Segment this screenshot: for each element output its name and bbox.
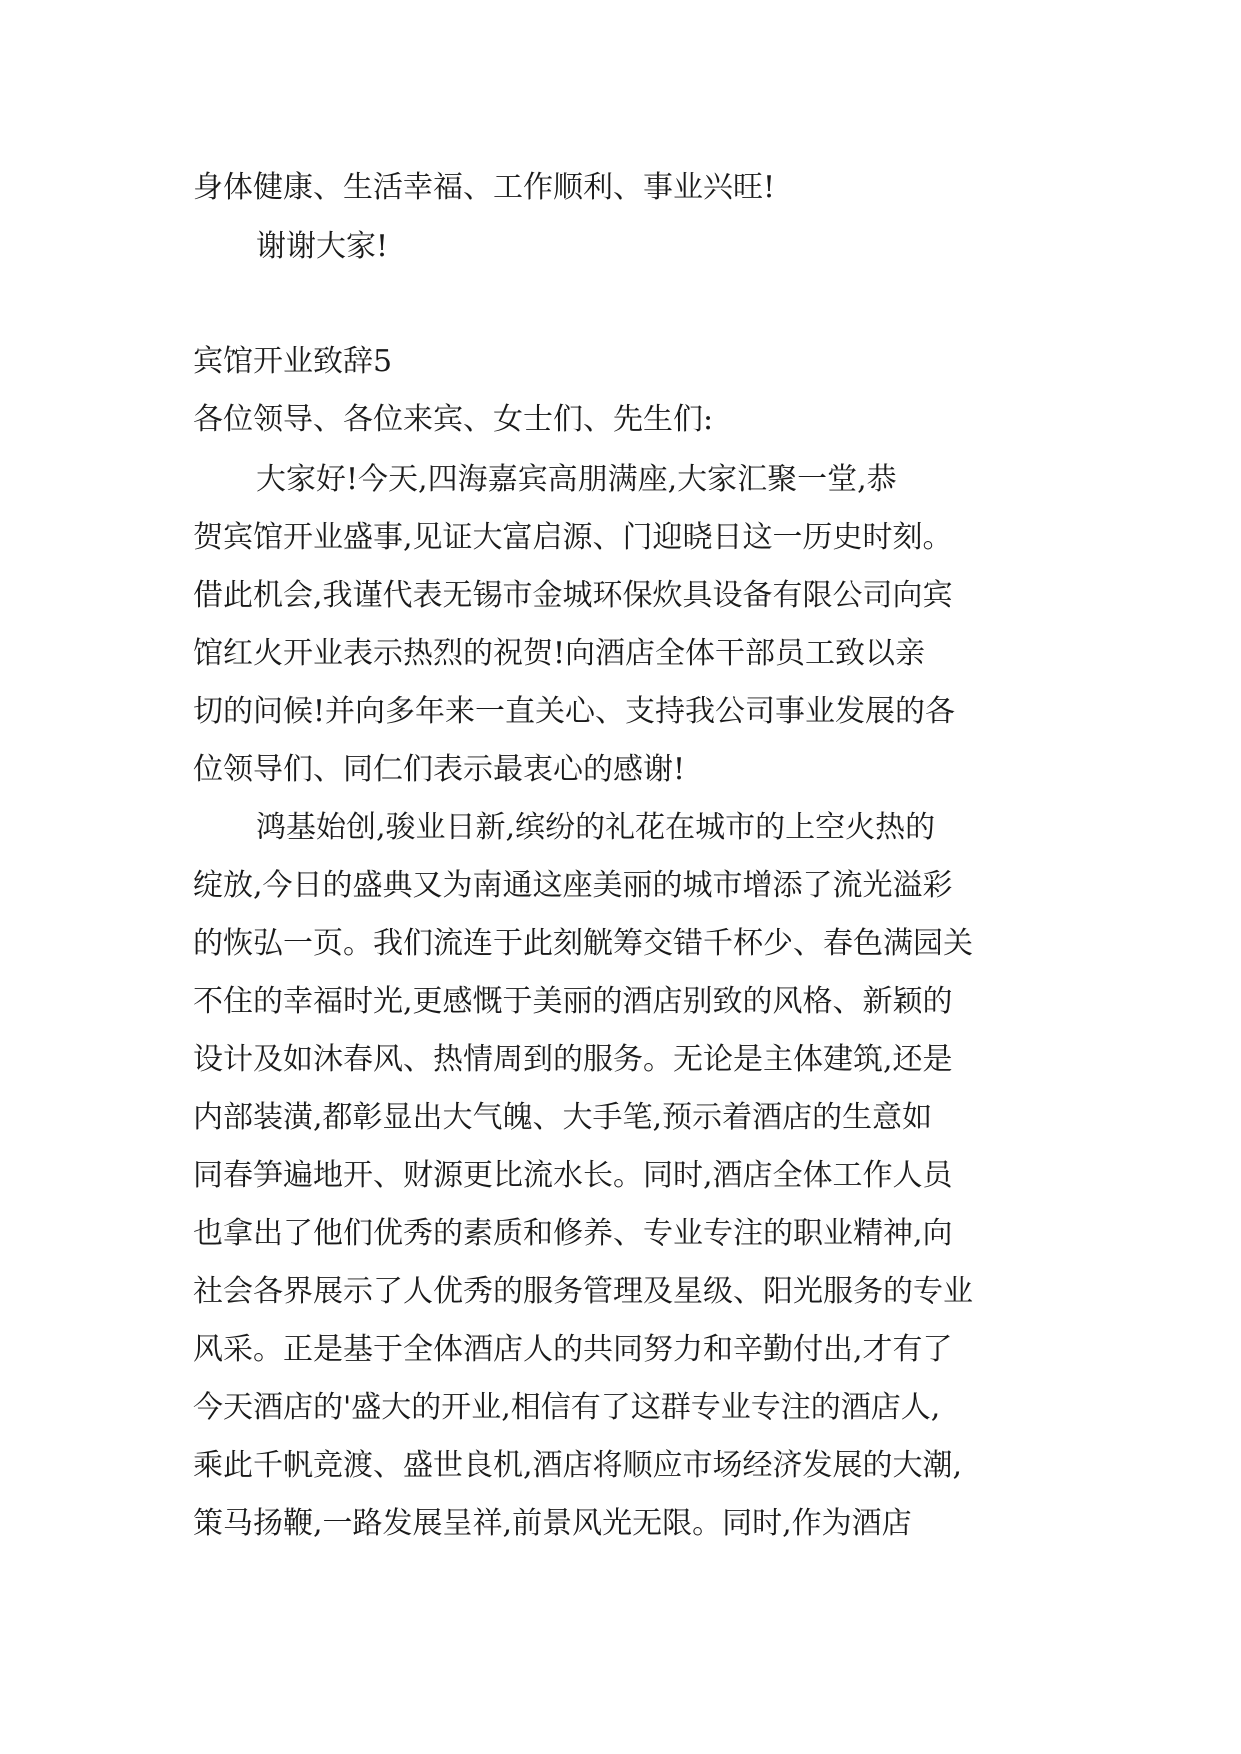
paragraph-line: 乘此千帆竞渡、盛世良机,酒店将顺应市场经济发展的大潮, xyxy=(193,1448,963,1483)
paragraph-line: 位领导们、同仁们表示最衷心的感谢! xyxy=(193,752,686,787)
paragraph-line: 不住的幸福时光,更感慨于美丽的酒店别致的风格、新颖的 xyxy=(193,984,953,1019)
paragraph-line: 借此机会,我谨代表无锡市金城环保炊具设备有限公司向宾 xyxy=(193,578,953,613)
paragraph-line: 内部装潢,都彰显出大气魄、大手笔,预示着酒店的生意如 xyxy=(193,1100,933,1135)
salutation: 各位领导、各位来宾、女士们、先生们: xyxy=(193,402,714,437)
paragraph-line: 鸿基始创,骏业日新,缤纷的礼花在城市的上空火热的 xyxy=(256,810,936,845)
paragraph-line: 贺宾馆开业盛事,见证大富启源、门迎晓日这一历史时刻。 xyxy=(193,520,953,555)
paragraph-line: 风采。正是基于全体酒店人的共同努力和辛勤付出,才有了 xyxy=(193,1332,953,1367)
paragraph-line: 设计及如沐春风、热情周到的服务。无论是主体建筑,还是 xyxy=(193,1042,953,1077)
paragraph-line: 身体健康、生活幸福、工作顺利、事业兴旺! xyxy=(193,170,776,205)
paragraph-line: 也拿出了他们优秀的素质和修养、专业专注的职业精神,向 xyxy=(193,1216,953,1251)
paragraph-line: 社会各界展示了人优秀的服务管理及星级、阳光服务的专业 xyxy=(193,1274,973,1309)
paragraph-line: 大家好!今天,四海嘉宾高朋满座,大家汇聚一堂,恭 xyxy=(256,462,897,497)
paragraph-line: 同春笋遍地开、财源更比流水长。同时,酒店全体工作人员 xyxy=(193,1158,953,1193)
paragraph-line: 绽放,今日的盛典又为南通这座美丽的城市增添了流光溢彩 xyxy=(193,868,953,903)
paragraph-line: 的恢弘一页。我们流连于此刻觥筹交错千杯少、春色满园关 xyxy=(193,926,973,961)
paragraph-line: 谢谢大家! xyxy=(256,229,389,264)
paragraph-line: 策马扬鞭,一路发展呈祥,前景风光无限。同时,作为酒店 xyxy=(193,1506,912,1541)
paragraph-line: 切的问候!并向多年来一直关心、支持我公司事业发展的各 xyxy=(193,694,956,729)
section-title: 宾馆开业致辞5 xyxy=(193,344,393,379)
paragraph-line: 馆红火开业表示热烈的祝贺!向酒店全体干部员工致以亲 xyxy=(193,636,926,671)
paragraph-line: 今天酒店的'盛大的开业,相信有了这群专业专注的酒店人, xyxy=(193,1390,941,1425)
